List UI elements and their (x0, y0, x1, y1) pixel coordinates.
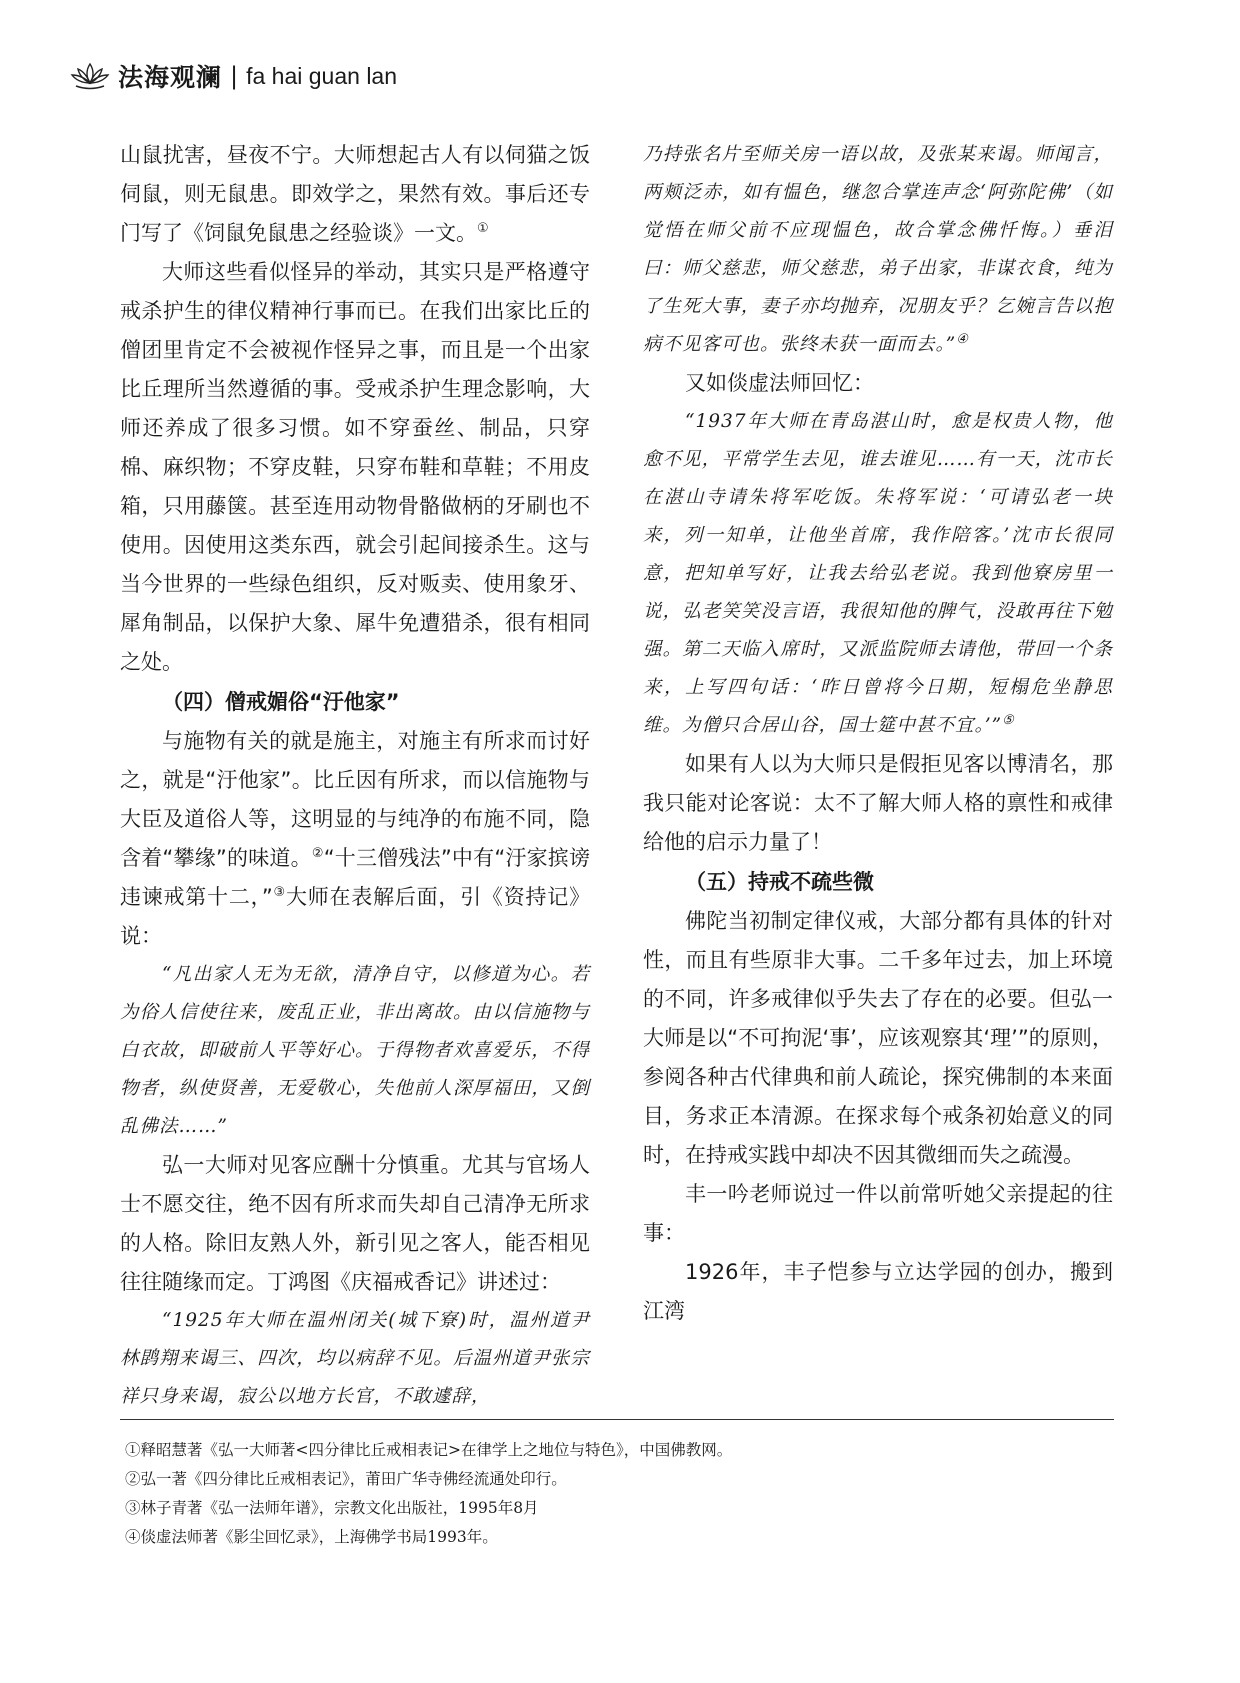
block-quote: “凡出家人无为无欲，清净自守，以修道为心。若为俗人信使往来，废乱正业，非出离故。由以信施物与白衣故，即破前人平等好心。于得物者欢喜爱乐，不得物者，纵使贤善，无爱敬心，失他前人深厚福田，又倒乱佛法……” (120, 964, 590, 1137)
paragraph: 又如倓虚法师回忆： (685, 371, 874, 395)
paragraph: 1926年，丰子恺参与立达学园的创办，搬到江湾 (643, 1260, 1113, 1323)
right-column (643, 136, 1113, 1331)
paragraph: 佛陀当初制定律仪戒，大部分都有具体的针对性，而且有些原非大事。二千多年过去，加上环境的不同，许多戒律似乎失去了存在的必要。但弘一大师是以“不可拘泥‘事’，应该观察其‘理’”的原则，参阅各种古代律典和前人疏论，探究佛制的本来面目，务求正本清源。在探求每个戒条初始意义的同时，在持戒实践中却决不因其微细而失之疏漫。 (643, 909, 1113, 1167)
block-quote: “1925年大师在温州闭关(城下寮)时，温州道尹林鹍翔来谒三、四次，均以病辞不见。后温州道尹张宗祥只身来谒，寂公以地方长官，不敢遽辞， (120, 1310, 590, 1407)
footnote: ④倓虚法师著《影尘回忆录》，上海佛学书局1993年。 (125, 1528, 498, 1546)
footnote: ①释昭慧著《弘一大师著<四分律比丘戒相表记>在律学上之地位与特色》，中国佛教网。 (125, 1441, 733, 1459)
paragraph: 丰一吟老师说过一件以前常听她父亲提起的往事： (643, 1182, 1113, 1245)
footnote-ref: ③ (272, 885, 286, 900)
footnote: ②弘一著《四分律比丘戒相表记》，莆田广华寺佛经流通处印行。 (125, 1470, 567, 1488)
section-heading: （五）持戒不疏些微 (685, 870, 874, 894)
paragraph: 与施物有关的就是施主，对施主有所求而讨好之，就是“汙他家”。比丘因有所求，而以信施物与大臣及道俗人等，这明显的与纯净的布施不同，隐含着“攀缘”的味道。②“十三僧残法”中有“汙家摈谤违谏戒第十二，”③大师在表解后面，引《资持记》说： (120, 729, 591, 948)
section-heading: （四）僧戒媚俗“汙他家” (162, 690, 400, 714)
footnote-ref: ④ (956, 331, 969, 347)
footnote-ref: ① (477, 221, 489, 236)
block-quote: 乃持张名片至师关房一语以故，及张某来谒。师闻言，两颊泛赤，如有愠色，继忽合掌连声念‘阿弥陀佛’（如觉悟在师父前不应现愠色，故合掌念佛忏悔。）垂泪曰：师父慈悲，师父慈悲，弟子出家，非谋衣食，纯为了生死大事，妻子亦均抛弃，况朋友乎？乞婉言告以抱病不见客可也。张终未获一面而去。”④ (643, 144, 1113, 355)
footnote: ③林子青著《弘一法师年谱》，宗教文化出版社，1995年8月 (125, 1499, 539, 1517)
page-header (70, 56, 397, 96)
lotus-icon (70, 61, 110, 91)
footnote-divider (120, 1419, 1114, 1420)
paragraph: 如果有人以为大师只是假拒见客以博清名，那我只能对论客说：太不了解大师人格的禀性和戒律给他的启示力量了！ (643, 752, 1113, 854)
footnotes (125, 1436, 732, 1552)
paragraph: 大师这些看似怪异的举动，其实只是严格遵守戒杀护生的律仪精神行事而已。在我们出家比丘的僧团里肯定不会被视作怪异之事，而且是一个出家比丘理所当然遵循的事。受戒杀护生理念影响，大师还养成了很多习惯。如不穿蚕丝、制品，只穿棉、麻织物；不穿皮鞋，只穿布鞋和草鞋；不用皮箱，只用藤箧。甚至连用动物骨骼做柄的牙刷也不使用。因使用这类东西，就会引起间接杀生。这与当今世界的一些绿色组织，反对贩卖、使用象牙、犀角制品，以保护大象、犀牛免遭猎杀，很有相同之处。 (120, 260, 590, 674)
header-title-en: fa hai guan lan (246, 62, 398, 89)
footnote-ref: ⑤ (1002, 712, 1015, 728)
block-quote: “1937年大师在青岛湛山时，愈是权贵人物，他愈不见，平常学生去见，谁去谁见……有一天，沈市长在湛山寺请朱将军吃饭。朱将军说：‘可请弘老一块来，列一知单，让他坐首席，我作陪客。’沈市长很同意，把知单写好，让我去给弘老说。我到他寮房里一说，弘老笑笑没言语，我很知他的脾气，没敢再往下勉强。第二天临入席时，又派监院师去请他，带回一个条来，上写四句话：‘昨日曾将今日期，短榻危坐静思维。为僧只合居山谷，国士筵中甚不宜。’”⑤ (643, 411, 1113, 736)
header-separator: | (230, 62, 239, 90)
paragraph: 弘一大师对见客应酬十分慎重。尤其与官场人士不愿交往，绝不因有所求而失却自己清净无所求的人格。除旧友熟人外，新引见之客人，能否相见往往随缘而定。丁鸿图《庆福戒香记》讲述过： (120, 1153, 590, 1294)
left-column (120, 136, 590, 1416)
paragraph: 山鼠扰害，昼夜不宁。大师想起古人有以伺猫之饭伺鼠，则无鼠患。即效学之，果然有效。事后还专门写了《饲鼠免鼠患之经验谈》一文。① (120, 143, 590, 245)
footnote-ref: ② (311, 846, 324, 861)
header-title-cn: 法海观澜 (118, 63, 223, 92)
